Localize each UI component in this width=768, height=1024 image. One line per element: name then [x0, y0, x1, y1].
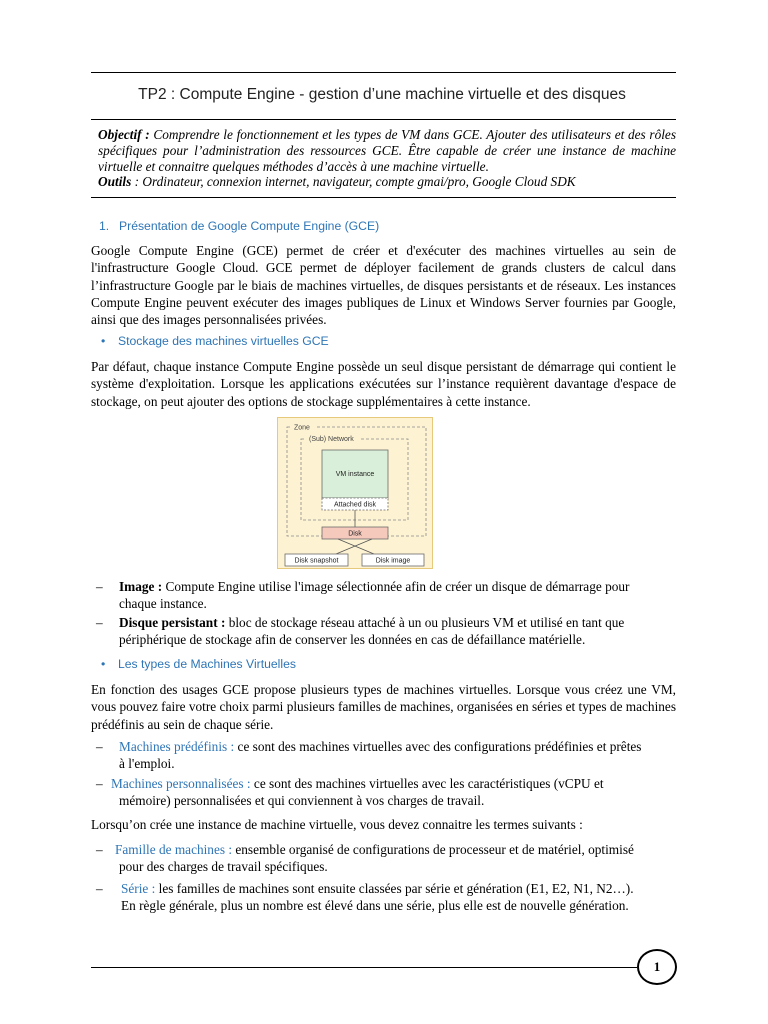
definition-term: Image :	[119, 579, 163, 594]
definition-text: Compute Engine utilise l'image sélectionnée afin de créer un disque de démarrage pour	[162, 579, 630, 594]
term-continuation: pour des charges de travail spécifiques.	[119, 859, 328, 875]
predefined-machines-item	[96, 738, 676, 773]
section-heading	[99, 219, 379, 233]
definition-text: bloc de stockage réseau attaché à un ou plusieurs VM et utilisé en tant que	[225, 615, 625, 630]
section-heading-text: Présentation de Google Compute Engine (GCE)	[119, 219, 380, 233]
header-bottom-rule	[91, 119, 676, 120]
definition-image	[96, 578, 676, 613]
item-text: ce sont des machines virtuelles avec des configurations prédéfinies et prêtes	[234, 739, 642, 754]
page-number: 1	[637, 949, 677, 985]
term-text: les familles de machines sont ensuite classées par série et génération (E1, E2, N1, N2…).	[155, 881, 634, 896]
objectif-label: Objectif :	[98, 127, 150, 142]
bullet-icon: •	[101, 657, 106, 671]
disk-snapshot-label: Disk snapshot	[294, 557, 339, 565]
vm-types-heading	[101, 657, 296, 671]
storage-diagram	[277, 417, 433, 569]
storage-diagram-svg	[278, 418, 432, 568]
definition-continuation: chaque instance.	[119, 596, 207, 612]
dash-marker: –	[96, 615, 103, 630]
cross-arrow-b	[336, 539, 372, 554]
bullet-icon: •	[101, 334, 106, 348]
intro-paragraph: Google Compute Engine (GCE) permet de créer et d'exécuter des machines virtuelles au sein de l'infrastructure Google Cloud. GCE permet de déployer facilement de grands clusters de calcul dans l’infrastructure Google par le biais de machines virtuelles, de disques persistants et de réseaux. Les instances Compute Engine peuvent exécuter des images publiques de Linux et Windows Server fournies par Google, ainsi que des images personnalisées privées.	[91, 243, 676, 328]
dash-marker: –	[96, 579, 103, 594]
item-term: Machines prédéfinis :	[119, 739, 235, 754]
term-text: ensemble organisé de configurations de processeur et de matériel, optimisé	[232, 842, 634, 857]
item-continuation: mémoire) personnalisées et qui conviennent à vos charges de travail.	[119, 793, 485, 809]
storage-paragraph: Par défaut, chaque instance Compute Engine possède un seul disque persistant de démarrage qui contient le système d'exploitation. Lorsque les applications exécutées sur l’instance requièrent davantage d'espace de stockage, on peut ajouter des options de stockage supplémentaires à cette instance.	[91, 359, 676, 409]
disk-image-label: Disk image	[375, 557, 411, 565]
header-top-rule	[91, 72, 676, 73]
section-number: 1.	[99, 219, 110, 233]
definition-continuation: périphérique de stockage afin de conserver les données en cas de défaillance matérielle.	[119, 632, 586, 648]
footer-rule	[91, 967, 637, 968]
machine-family-item	[96, 841, 676, 876]
vm-instance-label: VM instance	[335, 471, 375, 478]
page-title: TP2 : Compute Engine - gestion d’une machine virtuelle et des disques	[138, 86, 626, 103]
zone-label: Zone	[294, 424, 310, 432]
attached-disk-label: Attached disk	[333, 501, 377, 509]
vm-types-paragraph: En fonction des usages GCE propose plusieurs types de machines virtuelles. Lorsque vous créez une VM, vous pouvez faire votre choix parmi plusieurs familles de machines, organisées en séries et types de machines prédéfinis au sein de chaque série.	[91, 682, 677, 732]
outils-label: Outils	[98, 174, 132, 190]
storage-heading	[101, 334, 329, 348]
cross-arrow-a	[338, 539, 374, 554]
definition-persistent-disk	[96, 614, 676, 649]
dash-marker: –	[96, 881, 103, 896]
terms-intro-paragraph: Lorsqu’on crée une instance de machine virtuelle, vous devez connaitre les termes suivants :	[91, 817, 583, 832]
item-term: Machines personnalisées :	[111, 776, 251, 791]
objectif-text: Comprendre le fonctionnement et les types de VM dans GCE. Ajouter des utilisateurs et des rôles spécifiques pour l’administration des ressources GCE. Être capable de créer une instance de machine virtuelle et connaitre quelques méthodes d’accès à une machine virtuelle.	[98, 127, 676, 174]
dash-marker: –	[96, 842, 103, 857]
storage-heading-text: Stockage des machines virtuelles GCE	[118, 334, 329, 348]
term-label: Famille de machines :	[115, 842, 233, 857]
dash-marker: –	[96, 776, 103, 791]
term-label: Série :	[121, 881, 156, 896]
item-continuation: à l'emploi.	[119, 756, 175, 772]
custom-machines-item	[96, 775, 676, 810]
dash-marker: –	[96, 739, 103, 754]
item-text: ce sont des machines virtuelles avec les caractéristiques (vCPU et	[250, 776, 604, 791]
disk-label: Disk	[348, 530, 362, 538]
objective-box	[98, 127, 676, 190]
definition-term: Disque persistant :	[119, 615, 226, 630]
network-label: (Sub) Network	[309, 436, 354, 443]
outils-text: : Ordinateur, connexion internet, navigateur, compte gmai/pro, Google Cloud SDK	[134, 174, 576, 190]
term-continuation: En règle générale, plus un nombre est élevé dans une série, plus elle est de nouvelle génération.	[121, 898, 629, 914]
series-item	[96, 880, 676, 915]
vm-types-heading-text: Les types de Machines Virtuelles	[118, 657, 296, 671]
objective-bottom-rule	[91, 197, 676, 198]
